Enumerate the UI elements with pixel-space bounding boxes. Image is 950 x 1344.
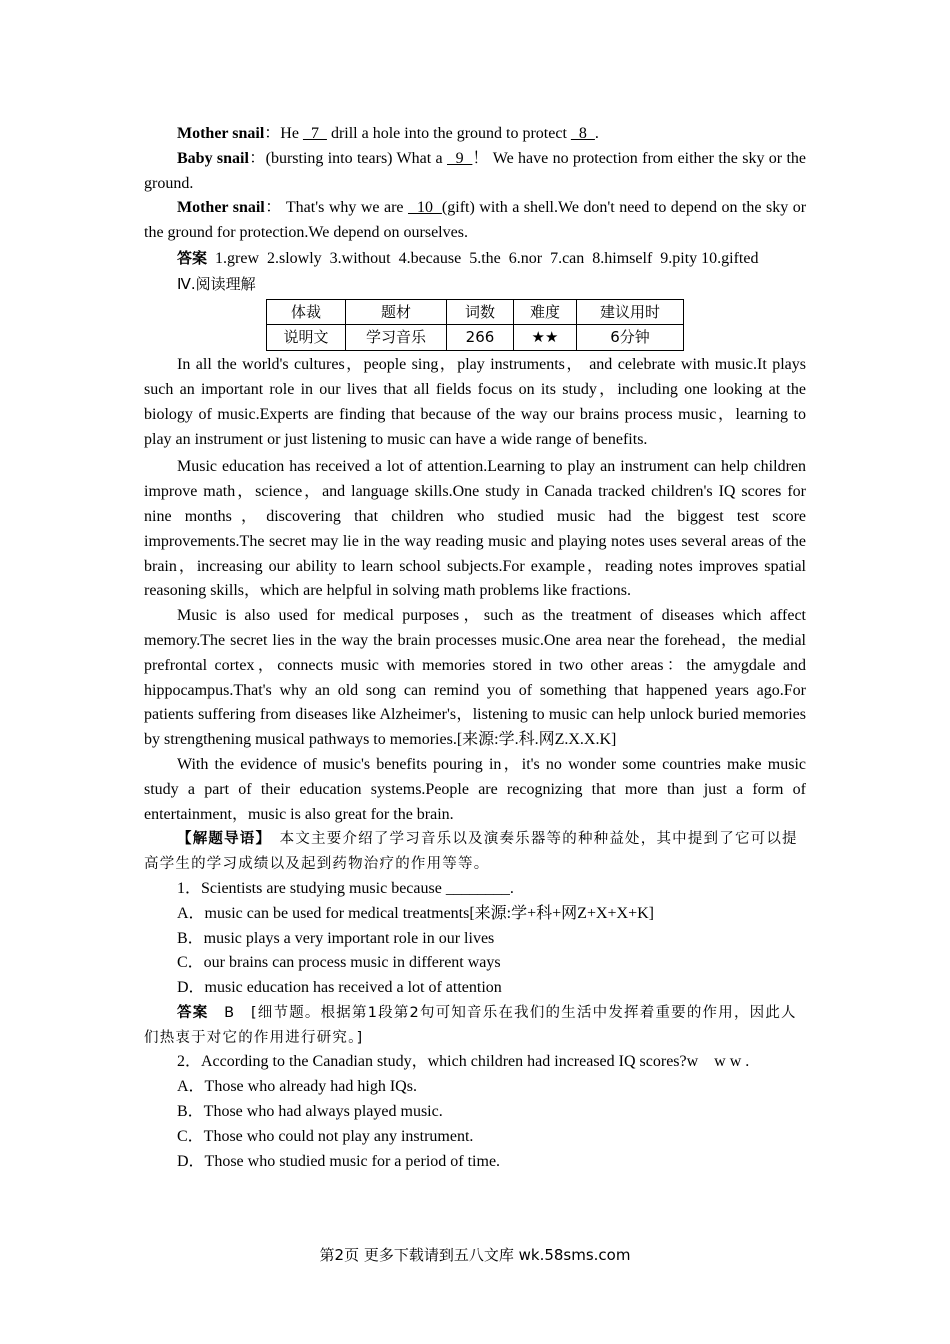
table-cell: 词数 bbox=[447, 299, 514, 325]
passage-paragraph-1: In all the world's cultures，people sing，play instruments， and celebrate with music.It plays such an important role in our lives that all fields focus on its study，including one looking at the biology of music.Experts are finding that because of the way our brains process music，learning to play an instrument or just listening to music can have a wide range of benefits. bbox=[144, 356, 806, 448]
question-1-option-d: D．music education has received a lot of attention bbox=[177, 979, 502, 997]
table-header-row bbox=[267, 299, 684, 325]
table-cell: 难度 bbox=[514, 299, 577, 325]
answer-label: 答案 bbox=[177, 248, 208, 267]
dialogue-text: . bbox=[594, 125, 599, 142]
table-cell: 6分钟 bbox=[577, 325, 684, 351]
question-1-option-a: A．music can be used for medical treatments[来源:学+科+网Z+X+X+K] bbox=[177, 904, 655, 922]
colon: ： bbox=[264, 125, 281, 142]
speaker: Mother snail bbox=[177, 125, 265, 142]
blank-7: 7 bbox=[302, 125, 327, 142]
passage-paragraph-4: With the evidence of music's benefits pouring in，it's no wonder some countries make music study a part of their education systems.People are recognizing that more than just a form of entertainment，music is also great for the brain. bbox=[144, 755, 807, 823]
document-page bbox=[144, 122, 806, 1174]
dialogue-line-3 bbox=[144, 196, 806, 246]
section-title: Ⅳ.阅读理解 bbox=[177, 274, 256, 293]
table-cell: 266 bbox=[447, 325, 514, 351]
speaker: Baby snail bbox=[177, 149, 249, 167]
guide-text: 本文主要介绍了学习音乐以及演奏乐器等的种种益处，其中提到了它可以提高学生的学习成绩以及起到药物治疗的作用等等。 bbox=[144, 831, 798, 873]
table-cell: 题材 bbox=[346, 299, 447, 325]
passage-paragraph-3: Music is also used for medical purposes，such as the treatment of diseases which affect memory.The secret lies in the way the brain processes music.One area near the forehead，the medial prefrontal cortex，connects music with memories stored in two other areas：the amygdale and hippocampus.That's why an old song can remind you of something that happened years ago.For patients suffering from diseases like Alzheimer's，listening to music can help unlock buried memories by strengthening musical pathways to memories.[来源:学.科.网Z.X.X.K] bbox=[144, 607, 806, 749]
dialogue-text: drill a hole into the ground to protect bbox=[326, 125, 571, 142]
colon: ： bbox=[264, 199, 282, 217]
question-1-option-c: C．our brains can process music in different ways bbox=[177, 954, 501, 972]
speaker: Mother snail bbox=[177, 199, 265, 217]
dialogue-line-2 bbox=[144, 147, 806, 197]
question-2-stem: 2．According to the Canadian study，which children had increased IQ scores?w w w . bbox=[177, 1053, 750, 1071]
question-2-option-d: D．Those who studied music for a period of time. bbox=[177, 1152, 501, 1170]
question-1-option-b: B．music plays a very important role in our lives bbox=[177, 929, 495, 947]
blank-10: 10 bbox=[408, 199, 442, 217]
table-cell: ★★ bbox=[514, 325, 577, 351]
dialogue-line-1 bbox=[144, 122, 806, 147]
answer-key bbox=[144, 246, 806, 272]
question-2-option-c: C．Those who could not play any instrument. bbox=[177, 1127, 474, 1145]
colon: ： bbox=[248, 149, 266, 167]
reading-guide bbox=[144, 827, 806, 877]
dialogue-text: (bursting into tears) What a bbox=[265, 149, 447, 167]
dialogue-text: (gift) with a shell.We don't need to depend on the sky or the ground for protection.We depend on ourselves. bbox=[144, 199, 807, 242]
blank-8: 8 bbox=[570, 125, 595, 142]
question-2-option-b: B．Those who had always played music. bbox=[177, 1103, 443, 1121]
blank-9: 9 bbox=[447, 149, 473, 167]
table-cell: 学习音乐 bbox=[346, 325, 447, 351]
guide-label: 【解题导语】 bbox=[177, 831, 264, 848]
table-cell: 体裁 bbox=[267, 299, 346, 325]
table-cell: 建议用时 bbox=[577, 299, 684, 325]
question-2-option-a: A．Those who already had high IQs. bbox=[177, 1078, 417, 1096]
table-value-row bbox=[267, 325, 684, 351]
answer-explanation: B [细节题。根据第1段第2句可知音乐在我们的生活中发挥着重要的作用，因此人们热衷于对它的作用进行研究。] bbox=[144, 1004, 797, 1046]
dialogue-text: ！ We have no protection from either the sky or the ground. bbox=[144, 149, 807, 192]
info-table bbox=[266, 299, 684, 352]
question-1-answer bbox=[144, 1001, 806, 1051]
page-footer: 第2页 更多下载请到五八文库 wk.58sms.com bbox=[319, 1246, 631, 1264]
dialogue-text: He bbox=[280, 125, 303, 142]
question-1-stem: 1．Scientists are studying music because ________. bbox=[177, 879, 514, 897]
table-cell: 说明文 bbox=[267, 325, 346, 351]
answer-text: 1.grew 2.slowly 3.without 4.because 5.the 6.nor 7.can 8.himself 9.pity 10.gifted bbox=[207, 249, 759, 267]
answer-label: 答案 bbox=[177, 1004, 209, 1021]
passage-paragraph-2: Music education has received a lot of attention.Learning to play an instrument can help children improve math，science，and language skills.One study in Canada tracked children's IQ scores for nine months，discovering that children who studied music had the biggest test score improvements.The secret may lie in the way reading music and playing notes uses several areas of the brain，increasing our ability to learn school subjects.For example，reading notes improves spatial reasoning skills，which are helpful in solving math problems like fractions. bbox=[144, 458, 806, 600]
dialogue-text: That's why we are bbox=[281, 199, 408, 217]
